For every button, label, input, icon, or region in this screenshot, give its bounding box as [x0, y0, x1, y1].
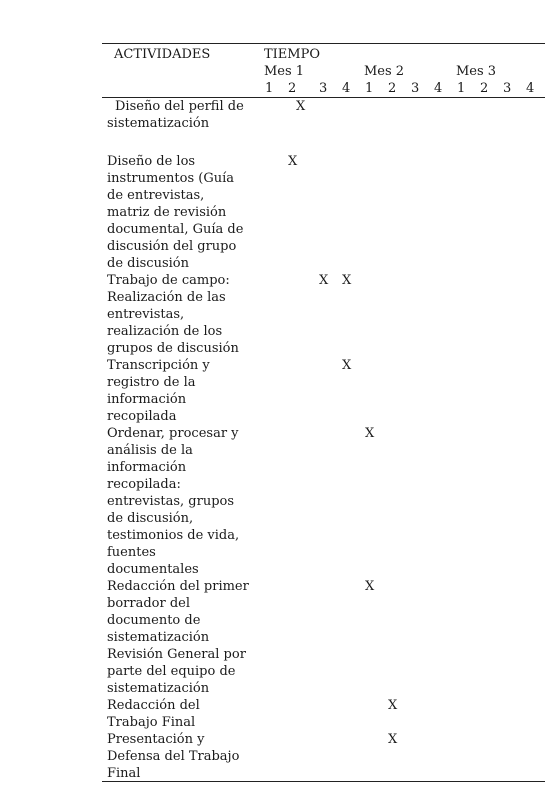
activity-line: Trabajo Final [107, 715, 196, 730]
activity-line: Defensa del Trabajo [107, 749, 240, 764]
activity-line: documentales [107, 562, 199, 577]
week-number: 4 [434, 81, 443, 96]
activity-line: recopilada: [107, 477, 181, 492]
activity-line: de discusión [107, 256, 189, 271]
activity-line: Transcripción y [107, 358, 210, 373]
activity-line: sistematización [107, 116, 210, 131]
activity-line: Diseño del perfil de [115, 99, 244, 114]
table-top-rule [102, 43, 545, 44]
activity-line: documento de [107, 613, 201, 628]
schedule-mark: X [365, 426, 375, 441]
schedule-mark: X [296, 99, 306, 114]
week-number: 2 [288, 81, 297, 96]
activity-line: registro de la [107, 375, 196, 390]
activity-line: Presentación y [107, 732, 205, 747]
time-header: TIEMPO [264, 47, 321, 62]
activity-line: Trabajo de campo: [107, 273, 230, 288]
activity-line: Revisión General por [107, 647, 246, 662]
week-number: 1 [365, 81, 374, 96]
activity-line: sistematización [107, 681, 210, 696]
activity-line: Realización de las [107, 290, 226, 305]
activity-label [107, 272, 257, 357]
month-header: Mes 2 [364, 64, 405, 79]
activity-line: borrador del [107, 596, 190, 611]
month-header: Mes 1 [264, 64, 305, 79]
activity-label [107, 98, 257, 132]
activity-label [107, 697, 257, 731]
activity-label [107, 578, 257, 646]
activity-line: análisis de la [107, 443, 193, 458]
activity-line: Redacción del primer [107, 579, 249, 594]
activity-label [107, 357, 257, 425]
week-number: 1 [265, 81, 274, 96]
activity-line: grupos de discusión [107, 341, 239, 356]
activity-label [107, 425, 257, 578]
week-number: 1 [457, 81, 466, 96]
schedule-mark: X [388, 732, 398, 747]
activity-line: entrevistas, [107, 307, 185, 322]
activity-line: de entrevistas, [107, 188, 205, 203]
activity-line: discusión del grupo [107, 239, 237, 254]
schedule-mark: X [319, 273, 329, 288]
activity-line: sistematización [107, 630, 210, 645]
activity-line: realización de los [107, 324, 223, 339]
month-header: Mes 3 [456, 64, 497, 79]
week-number: 4 [526, 81, 535, 96]
activity-line: Final [107, 766, 141, 781]
activity-line: parte del equipo de [107, 664, 236, 679]
activity-line: Redacción del [107, 698, 200, 713]
activity-line: entrevistas, grupos [107, 494, 235, 509]
activity-line: información [107, 460, 187, 475]
activity-line: fuentes [107, 545, 156, 560]
schedule-mark: X [365, 579, 375, 594]
activity-line: Ordenar, procesar y [107, 426, 239, 441]
schedule-mark: X [342, 358, 352, 373]
activities-header: ACTIVIDADES [114, 47, 211, 62]
activity-line: información [107, 392, 187, 407]
schedule-mark: X [288, 154, 298, 169]
week-number: 3 [411, 81, 420, 96]
schedule-mark: X [342, 273, 352, 288]
activity-line: Diseño de los [107, 154, 196, 169]
activity-line: documental, Guía de [107, 222, 244, 237]
activity-label [107, 646, 257, 697]
week-number: 4 [342, 81, 351, 96]
activity-label [107, 153, 257, 272]
activity-label [107, 731, 257, 782]
activity-line: matriz de revisión [107, 205, 227, 220]
week-number: 3 [503, 81, 512, 96]
activity-line: instrumentos (Guía [107, 171, 234, 186]
activity-line: recopilada [107, 409, 177, 424]
week-number: 3 [319, 81, 328, 96]
schedule-mark: X [388, 698, 398, 713]
week-number: 2 [480, 81, 489, 96]
week-number: 2 [388, 81, 397, 96]
activity-line: de discusión, [107, 511, 194, 526]
activity-line: testimonios de vida, [107, 528, 240, 543]
